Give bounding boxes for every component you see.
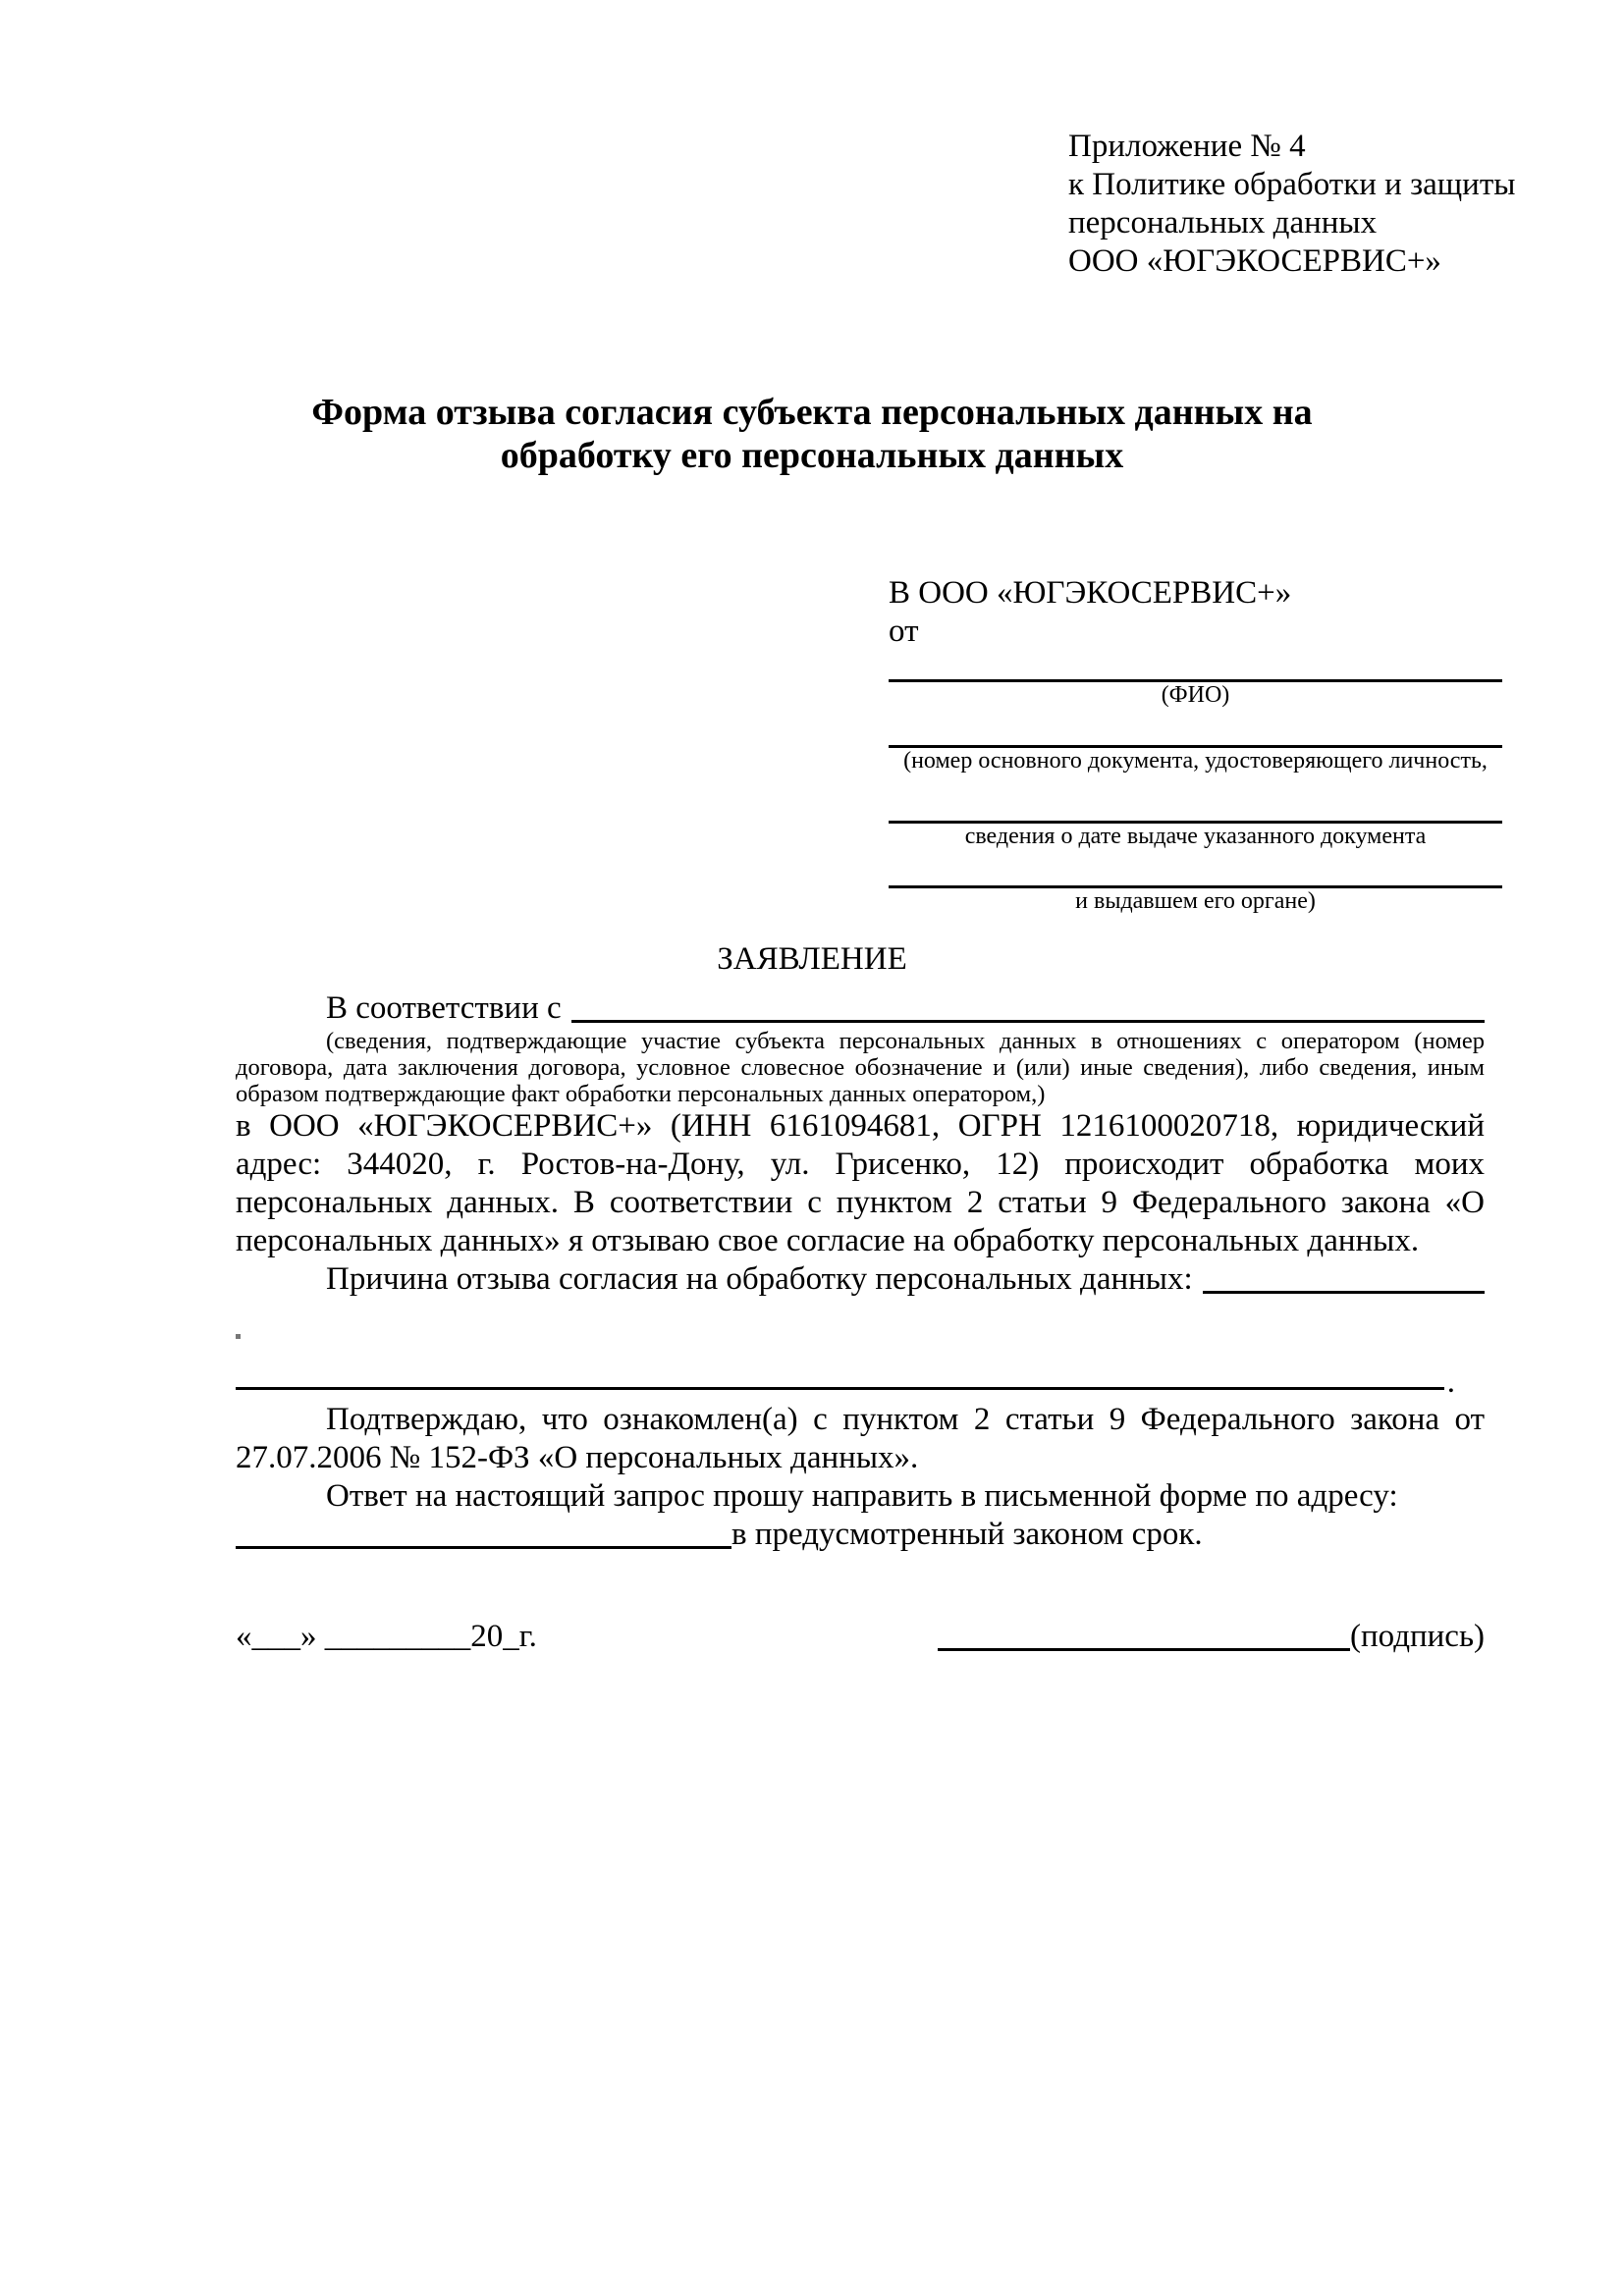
addressee-from: от — [889, 614, 919, 649]
basis-field-line[interactable] — [571, 1020, 1485, 1023]
signature-caption: (подпись) — [1350, 1619, 1485, 1654]
document-number-caption: (номер основного документа, удостоверяющего личность, — [903, 748, 1488, 774]
signature-field-line[interactable] — [938, 1648, 1350, 1651]
basis-row — [236, 989, 1485, 1028]
reply-suffix: в предусмотренный законом срок. — [731, 1517, 1203, 1552]
issuing-authority-field-line[interactable] — [889, 850, 1502, 888]
header-note — [1068, 128, 1559, 281]
issuing-authority-caption: и выдавшем его органе) — [1075, 888, 1316, 914]
reason-row — [236, 1260, 1485, 1299]
header-note-line: к Политике обработки и защиты — [1068, 167, 1516, 202]
signature-group — [938, 1618, 1485, 1656]
reason-field-line-2[interactable] — [236, 1387, 1444, 1390]
addressee-to: В ООО «ЮГЭКОСЕРВИС+» — [889, 575, 1292, 611]
fio-field-line[interactable] — [889, 651, 1502, 682]
reason-field-line[interactable] — [1203, 1291, 1485, 1294]
stray-mark-row — [236, 1334, 1485, 1358]
confirm-paragraph: Подтверждаю, что ознакомлен(а) с пунктом 2 статьи 9 Федерального закона от 27.07.2006 № 152-ФЗ «О персональных данных». — [236, 1402, 1485, 1475]
date-field[interactable]: «___» _________20_г. — [236, 1619, 537, 1654]
header-note-line: Приложение № 4 — [1068, 129, 1306, 164]
fio-caption: (ФИО) — [1161, 682, 1230, 708]
reply-paragraph: Ответ на настоящий запрос прошу направить в письменной форме по адресу: — [326, 1478, 1398, 1514]
issue-date-caption: сведения о дате выдаче указанного документа — [964, 824, 1427, 849]
reason-prefix: Причина отзыва согласия на обработку персональных данных: — [326, 1261, 1193, 1297]
document-title-line: Форма отзыва согласия субъекта персональных данных на — [311, 392, 1313, 433]
header-note-line: ООО «ЮГЭКОСЕРВИС+» — [1068, 243, 1441, 279]
main-paragraph: в ООО «ЮГЭКОСЕРВИС+» (ИНН 6161094681, ОГРН 1216100020718, юридический адрес: 344020, г. Ростов-на-Дону, ул. Грисенко, 12) происходит обработка моих персональных данных. В соответствии с пунктом 2 статьи 9 Федерального закона «О персональных данных» я отзываю свое согласие на обработку персональных данных. — [236, 1108, 1485, 1258]
reason-line-period: . — [1446, 1364, 1455, 1400]
signature-row — [236, 1618, 1485, 1656]
statement-heading: ЗАЯВЛЕНИЕ — [717, 941, 907, 977]
issue-date-field-line[interactable] — [889, 774, 1502, 824]
document-title — [0, 391, 1624, 477]
basis-prefix: В соответствии с — [326, 990, 562, 1026]
document-number-field-line[interactable] — [889, 709, 1502, 748]
header-note-line: персональных данных — [1068, 205, 1378, 240]
basis-footnote: (сведения, подтверждающие участие субъекта персональных данных в отношениях с оператором (номер договора, дата заключения договора, условное словесное обозначение и (или) иные сведения), либо сведения, иным образом подтверждающие факт обработки персональных данных оператором,) — [236, 1028, 1485, 1107]
statement-body — [236, 989, 1485, 1554]
stray-dot — [236, 1334, 241, 1339]
document-title-line: обработку его персональных данных — [500, 435, 1124, 476]
address-row — [236, 1516, 1485, 1554]
addressee-block — [889, 574, 1502, 915]
reason-continuation-row — [236, 1363, 1485, 1400]
address-field-line[interactable] — [236, 1546, 731, 1549]
